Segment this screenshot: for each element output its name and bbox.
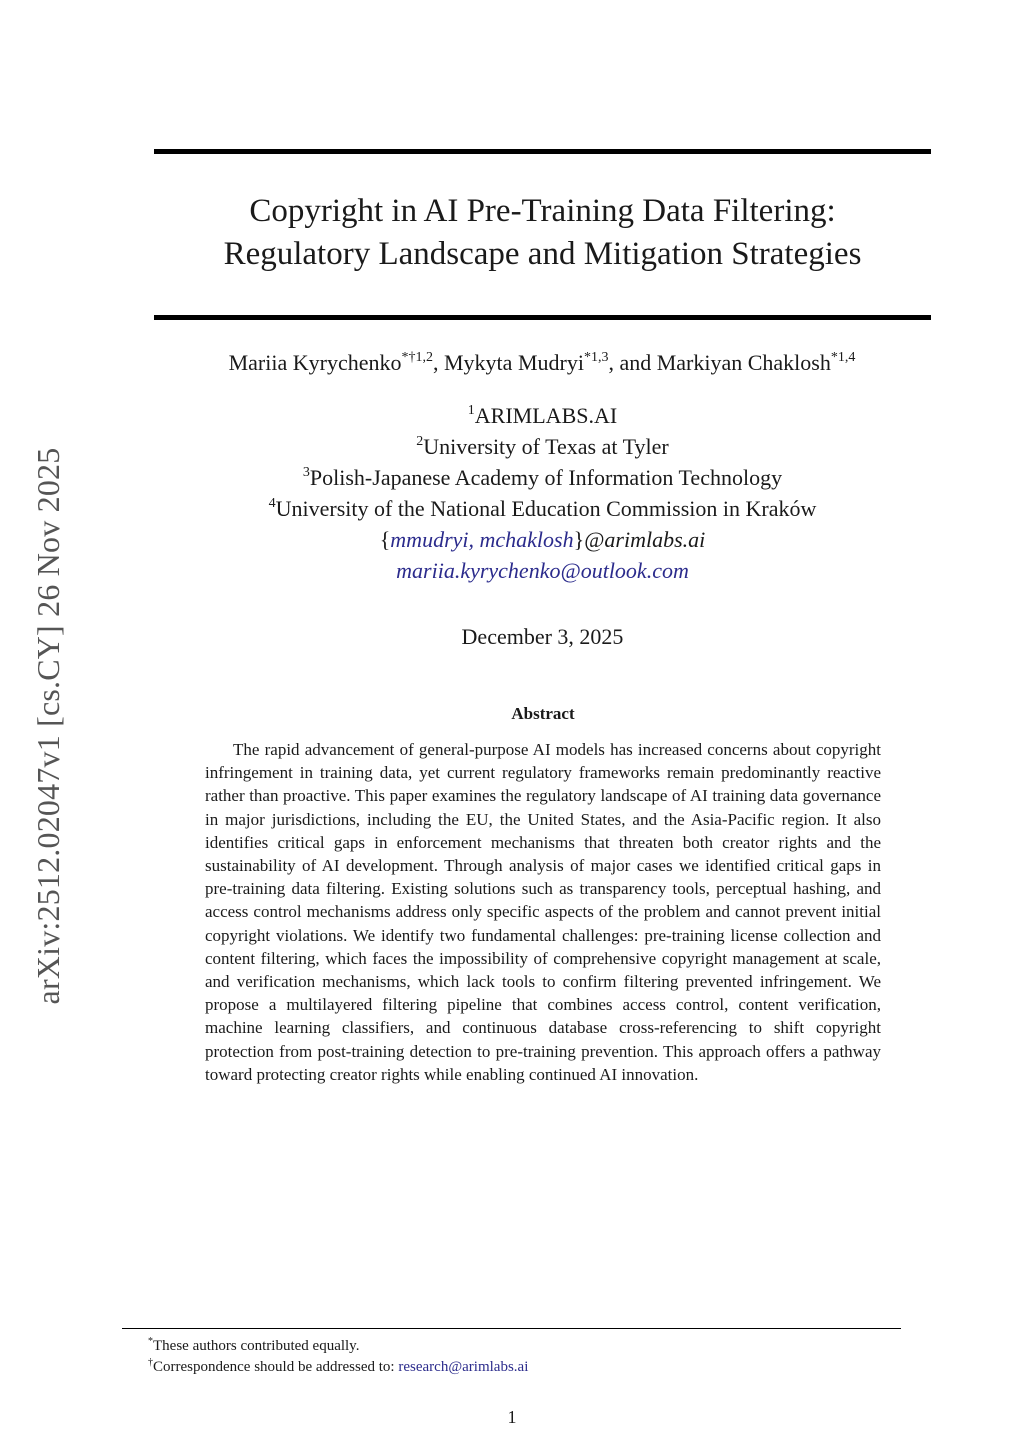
author-name: Mariia Kyrychenko bbox=[228, 350, 402, 375]
footnote-equal-contribution bbox=[148, 1336, 908, 1357]
affiliation-name: University of Texas at Tyler bbox=[423, 434, 669, 459]
email-domain: @arimlabs.ai bbox=[584, 527, 706, 552]
footnote-text: These authors contributed equally. bbox=[153, 1338, 360, 1354]
paper-title bbox=[154, 190, 931, 276]
affiliation-name: University of the National Education Commission in Kraków bbox=[275, 496, 817, 521]
affiliation-number: 1 bbox=[467, 403, 475, 418]
affiliation-name: ARIMLABS.AI bbox=[474, 403, 618, 428]
footnotes bbox=[148, 1336, 908, 1378]
author-name: Markiyan Chaklosh bbox=[656, 350, 831, 375]
affiliation-line bbox=[154, 431, 931, 462]
abstract-heading: Abstract bbox=[511, 704, 575, 723]
footnote-text: Correspondence should be addressed to: bbox=[153, 1359, 399, 1375]
footnote-correspondence bbox=[148, 1357, 908, 1378]
author-list bbox=[120, 348, 964, 378]
email-personal-link[interactable]: mariia.kyrychenko@outlook.com bbox=[396, 558, 689, 583]
affiliation-name: Polish-Japanese Academy of Information Technology bbox=[309, 465, 783, 490]
affiliation-number: 4 bbox=[268, 496, 276, 511]
email-personal-line bbox=[154, 555, 931, 586]
title-rule-bottom bbox=[154, 315, 931, 320]
affiliation-line bbox=[154, 462, 931, 493]
author-separator: , bbox=[433, 350, 444, 375]
footnote-mark: † bbox=[148, 1357, 153, 1368]
affiliation-number: 3 bbox=[302, 465, 310, 480]
title-line-1: Copyright in AI Pre-Training Data Filtering: bbox=[249, 193, 836, 229]
affiliations bbox=[154, 400, 931, 586]
author-marks: *1,3 bbox=[583, 350, 609, 365]
correspondence-email-link[interactable]: research@arimlabs.ai bbox=[398, 1359, 529, 1375]
abstract-text: The rapid advancement of general-purpose AI models has increased concerns about copyright infringement in training data, yet current regulatory frameworks remain predominantly reactive rather than proactive. This paper examines the regulatory landscape of AI training data governance in major jurisdictions, including the EU, the United States, and the Asia-Pacific region. It also identifies critical gaps in enforcement mechanisms that threaten both creator rights and the sustainability of AI development. Through analysis of major cases we identified critical gaps in pre-training data filtering. Existing solutions such as transparency tools, perceptual hashing, and access control mechanisms address only specific aspects of the problem and cannot prevent initial copyright violations. We identify two fundamental challenges: pre-training license collection and content filtering, which faces the impossibility of comprehensive copyright management at scale, and verification mechanisms, which lack tools to confirm filtering prevented infringement. We propose a multilayered filtering pipeline that combines access control, content verification, machine learning classifiers, and continuous database cross-referencing to shift copyright protection from post-training detection to pre-training prevention. This approach offers a pathway toward protecting creator rights while enabling continued AI innovation. bbox=[205, 740, 881, 1084]
title-rule-top bbox=[154, 149, 931, 154]
affiliation-number: 2 bbox=[416, 434, 424, 449]
email-close-brace: } bbox=[573, 527, 585, 552]
author-name: Mykyta Mudryi bbox=[444, 350, 584, 375]
author-separator: , and bbox=[608, 350, 657, 375]
author-marks: *†1,2 bbox=[401, 350, 433, 365]
author-marks: *1,4 bbox=[830, 350, 856, 365]
affiliation-line bbox=[154, 400, 931, 431]
publication-date: December 3, 2025 bbox=[461, 624, 624, 649]
email-group-line bbox=[154, 524, 931, 555]
title-line-2: Regulatory Landscape and Mitigation Strategies bbox=[223, 236, 862, 272]
footnote-mark: * bbox=[148, 1336, 153, 1347]
email-group-link[interactable]: mmudryi, mchaklosh bbox=[390, 527, 574, 552]
arxiv-identifier: arXiv:2512.02047v1 [cs.CY] 26 Nov 2025 bbox=[30, 447, 66, 1005]
email-open-brace: { bbox=[379, 527, 391, 552]
page-number: 1 bbox=[507, 1407, 517, 1427]
footnote-rule bbox=[122, 1328, 901, 1329]
affiliation-line bbox=[154, 493, 931, 524]
